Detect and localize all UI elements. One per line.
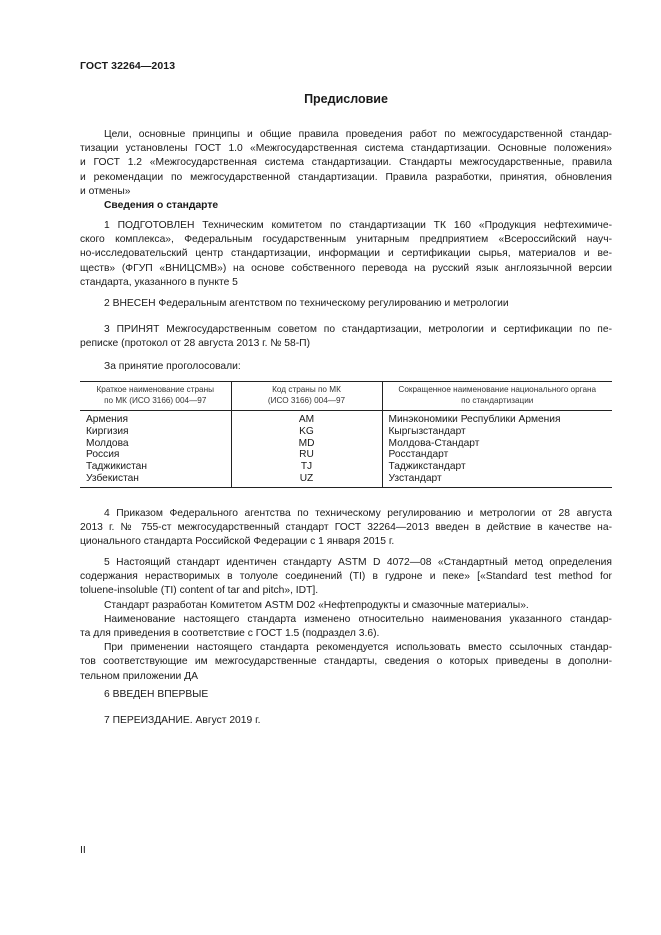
text-line: 7 ПЕРЕИЗДАНИЕ. Август 2019 г. (104, 715, 261, 726)
document-id-header: ГОСТ 32264—2013 (80, 60, 176, 72)
text-line: 6 ВВЕДЕН ВПЕРВЫЕ (104, 689, 209, 700)
country-cell: Киргизия (86, 425, 129, 437)
country-cell: Узбекистан (80, 473, 231, 487)
column-header-body (382, 382, 612, 411)
text-line: 3 ПРИНЯТ Межгосударственным советом по стандартизации, метрологии и сертификации по пе- (104, 324, 612, 335)
body-cell: Молдова-Стандарт (382, 438, 612, 450)
header-line: по МК (ИСО 3166) 004—97 (104, 395, 207, 405)
code-cell: TJ (231, 461, 382, 473)
code-cell: UZ (231, 473, 382, 487)
country-cell: Россия (86, 449, 120, 461)
item-2-paragraph (80, 297, 612, 311)
text-line: 4 Приказом Федерального агентства по техническому регулированию и метрологии от 28 августа (104, 508, 612, 519)
table-row (80, 473, 612, 487)
code-cell: RU (231, 449, 382, 461)
body-cell: Таджикстандарт (382, 461, 612, 473)
item-7-paragraph (80, 714, 612, 728)
item-1-paragraph (80, 219, 612, 290)
text-line: и рекомендации по межгосударственной стандартизации. Правила разработки, принятия, обновления (80, 171, 612, 183)
table-row (80, 438, 612, 450)
column-header-country (80, 382, 231, 411)
column-header-code (231, 382, 382, 411)
votes-table (80, 381, 612, 488)
votes-intro (80, 360, 612, 374)
text-line: Стандарт разработан Комитетом ASTM D02 «Нефтепродукты и смазочные материалы». (104, 599, 529, 611)
text-line: тов соответствующие им межгосударственные стандарты, сведения о которых приведены в дополни- (80, 656, 612, 668)
page-title: Предисловие (304, 92, 388, 106)
text-line: содержания нерастворимых в толуоле соединений (TI) в гудроне и пеке» [«Standard test method for (80, 571, 612, 583)
header-line: Краткое наименование страны (96, 385, 214, 394)
country-cell: Армения (86, 414, 128, 425)
text-line: тельном приложении ДА (80, 670, 199, 682)
text-line: 2013 г. № 755-ст межгосударственный стандарт ГОСТ 32264—2013 введен в действие в качестве на- (80, 522, 612, 534)
text-line: Цели, основные принципы и общие правила проведения работ по межгосударственной стандар- (104, 129, 612, 140)
text-line: При применении настоящего стандарта рекомендуется использовать вместо ссылочных стандар- (104, 642, 612, 654)
country-cell: Таджикистан (86, 461, 147, 473)
table-header-row (80, 382, 612, 411)
code-cell: AM (231, 411, 382, 426)
item-4-paragraph (80, 507, 612, 550)
text-line: стандарта, указанного в пункте 5 (80, 276, 238, 288)
text-line: и отмены» (80, 185, 131, 197)
table-row (80, 461, 612, 473)
header-line: Сокращенное наименование национального органа (398, 385, 597, 394)
header-line: по стандартизации (461, 395, 534, 405)
page-number: II (80, 844, 86, 856)
text-line: тизации установлены ГОСТ 1.0 «Межгосударственная система стандартизации. Основные положения» (80, 143, 612, 155)
header-line: (ИСО 3166) 004—97 (267, 395, 346, 405)
text-line: реписке (протокол от 28 августа 2013 г. № 58-П) (80, 338, 311, 350)
text-line: но-исследовательский центр стандартизации, информации и сертификации сырья, материалов и ве- (80, 248, 612, 260)
table-row (80, 449, 612, 461)
text-line: 1 ПОДГОТОВЛЕН Техническим комитетом по стандартизации ТК 160 «Продукция нефтехимиче- (104, 220, 612, 231)
body-cell: Росстандарт (382, 449, 612, 461)
section-heading (80, 199, 612, 213)
table-row (80, 426, 612, 438)
text-line: За принятие проголосовали: (104, 361, 241, 372)
country-cell: Молдова (86, 437, 129, 449)
text-line: 5 Настоящий стандарт идентичен стандарту ASTM D 4072—08 «Стандартный метод определения (104, 557, 612, 568)
text-line: toluene-insoluble (TI) content of tar and pitch», IDT]. (80, 585, 319, 597)
header-line: Код страны по МК (272, 385, 341, 394)
text-line: та для приведения в соответствие с ГОСТ 1.5 (подраздел 3.6). (80, 628, 380, 640)
text-line: и ГОСТ 1.2 «Межгосударственная система стандартизации. Стандарты межгосударственные, правила (80, 157, 612, 169)
intro-paragraph (80, 128, 612, 199)
body-cell: Узстандарт (382, 473, 612, 487)
code-cell: KG (231, 426, 382, 438)
text-line: ционального стандарта Российской Федерации с 1 января 2015 г. (80, 536, 395, 548)
item-5-paragraph (80, 556, 612, 684)
text-line: ществ» (ФГУП «ВНИЦСМВ») на основе собственного перевода на русский язык англоязычной версии (80, 262, 612, 274)
code-cell: MD (231, 438, 382, 450)
text-line: Наименование настоящего стандарта изменено относительно наименования указанного стандар- (104, 613, 612, 625)
body-cell: Кыргызстандарт (382, 426, 612, 438)
table-row (80, 411, 612, 426)
text-line: 2 ВНЕСЕН Федеральным агентством по техническому регулированию и метрологии (104, 298, 509, 309)
item-3-paragraph (80, 323, 612, 351)
text-line: ского комплекса», Федеральным государственным унитарным предприятием «Всероссийский науч- (80, 234, 612, 246)
body-cell: Минэкономики Республики Армения (382, 411, 612, 426)
section-heading-text: Сведения о стандарте (104, 200, 219, 211)
item-6-paragraph (80, 688, 612, 702)
